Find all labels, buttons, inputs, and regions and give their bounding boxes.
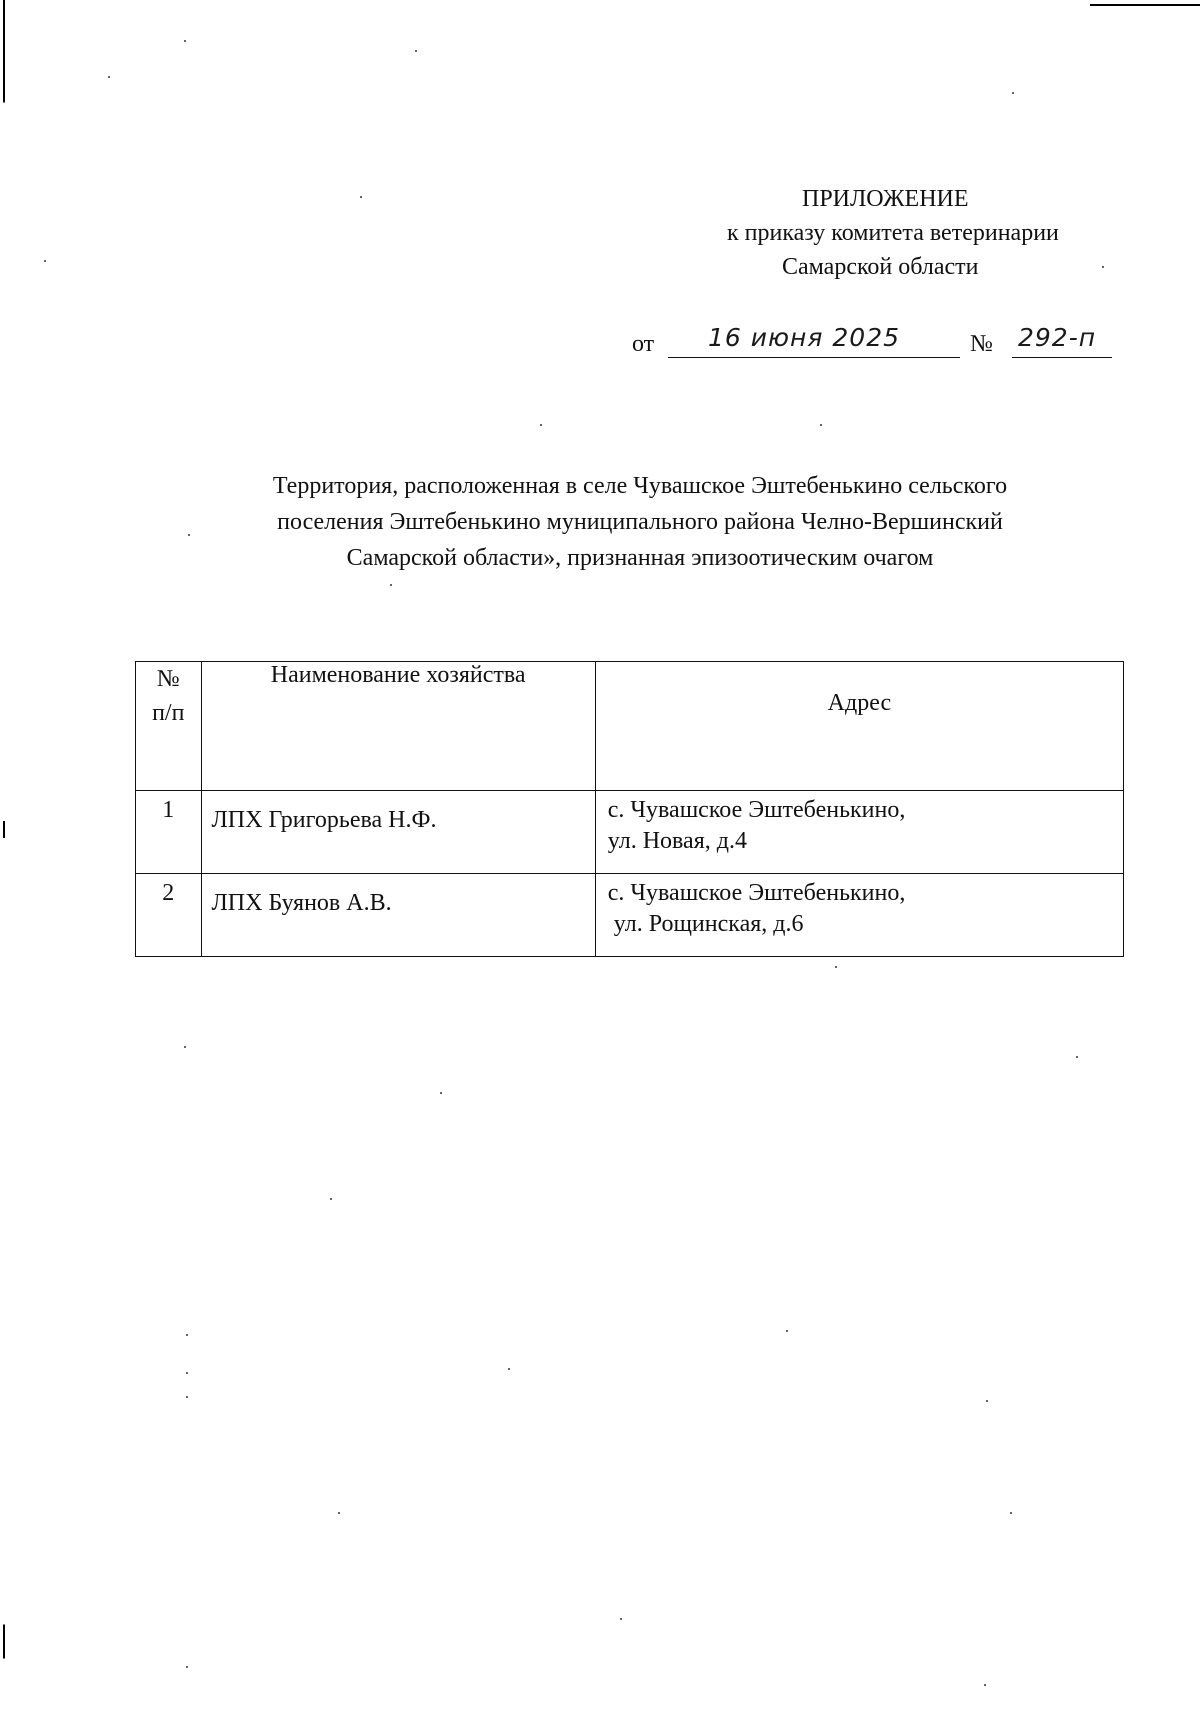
row-number: 2: [136, 874, 202, 957]
scan-speck: [820, 424, 822, 426]
scan-speck: [1012, 92, 1014, 94]
scan-speck: [1102, 266, 1104, 268]
scan-speck: [440, 1092, 442, 1094]
table-header-row: [136, 662, 1124, 791]
scan-speck: [186, 1334, 188, 1336]
scan-speck: [835, 966, 837, 968]
order-number-label: №: [970, 331, 993, 357]
table-row: [136, 791, 1124, 874]
scan-edge-top: [1090, 4, 1200, 6]
header-number: [136, 662, 202, 791]
row-address: [595, 874, 1123, 957]
heading-line-2: поселения Эштебенькино муниципального района Челно-Вершинский: [277, 509, 1003, 535]
scan-speck: [620, 1618, 622, 1620]
scan-edge-left: [3, 0, 5, 1710]
order-from-label: от: [632, 331, 655, 357]
scan-speck: [508, 1368, 510, 1370]
row-address: [595, 791, 1123, 874]
scan-speck: [338, 1512, 340, 1514]
header-number-sign: №: [156, 666, 180, 692]
row-number: 1: [136, 791, 202, 874]
order-number-handwritten: 292-п: [1018, 323, 1097, 352]
document-heading: [160, 468, 1120, 576]
header-number-pp: п/п: [152, 700, 185, 726]
scan-speck: [1076, 1056, 1078, 1058]
order-details: [632, 325, 1122, 365]
scan-speck: [786, 1330, 788, 1332]
heading-line-1: Территория, расположенная в селе Чувашское Эштебенькино сельского: [272, 473, 1008, 499]
row-address-line-2: ул. Рощинская, д.6: [613, 911, 804, 937]
row-farm-name: ЛПХ Буянов А.В.: [201, 874, 595, 957]
scan-speck: [330, 1198, 332, 1200]
scan-speck: [186, 1666, 188, 1668]
row-farm-name: ЛПХ Григорьева Н.Ф.: [201, 791, 595, 874]
row-address-line-1: с. Чувашское Эштебенькино,: [607, 880, 906, 906]
scan-speck: [360, 196, 362, 198]
row-address-line-1: с. Чувашское Эштебенькино,: [607, 797, 906, 823]
row-address-line-2: ул. Новая, д.4: [607, 828, 747, 854]
scan-speck: [186, 1372, 188, 1374]
scan-speck: [188, 534, 190, 536]
annex-order-reference: к приказу комитета ветеринарии: [727, 220, 1059, 246]
scan-speck: [540, 424, 542, 426]
farms-table: [135, 661, 1124, 957]
scan-speck: [184, 1046, 186, 1048]
order-number-field: [1012, 325, 1112, 358]
scan-speck: [984, 1684, 986, 1686]
scan-speck: [186, 1396, 188, 1398]
scan-speck: [108, 76, 110, 78]
order-date-field: [668, 325, 960, 358]
heading-line-3: Самарской области», признанная эпизоотическим очагом: [346, 545, 934, 571]
scan-speck: [44, 260, 46, 262]
header-farm-name: Наименование хозяйства: [201, 662, 595, 791]
annex-title: ПРИЛОЖЕНИЕ: [802, 186, 969, 212]
table-row: [136, 874, 1124, 957]
scan-speck: [986, 1400, 988, 1402]
order-date-handwritten: 16 июня 2025: [708, 323, 901, 352]
scan-speck: [184, 40, 186, 42]
scan-speck: [415, 50, 417, 52]
header-address: Адрес: [595, 662, 1123, 791]
annex-region: Самарской области: [782, 254, 979, 280]
scan-speck: [1010, 1512, 1012, 1514]
scan-speck: [390, 584, 392, 586]
